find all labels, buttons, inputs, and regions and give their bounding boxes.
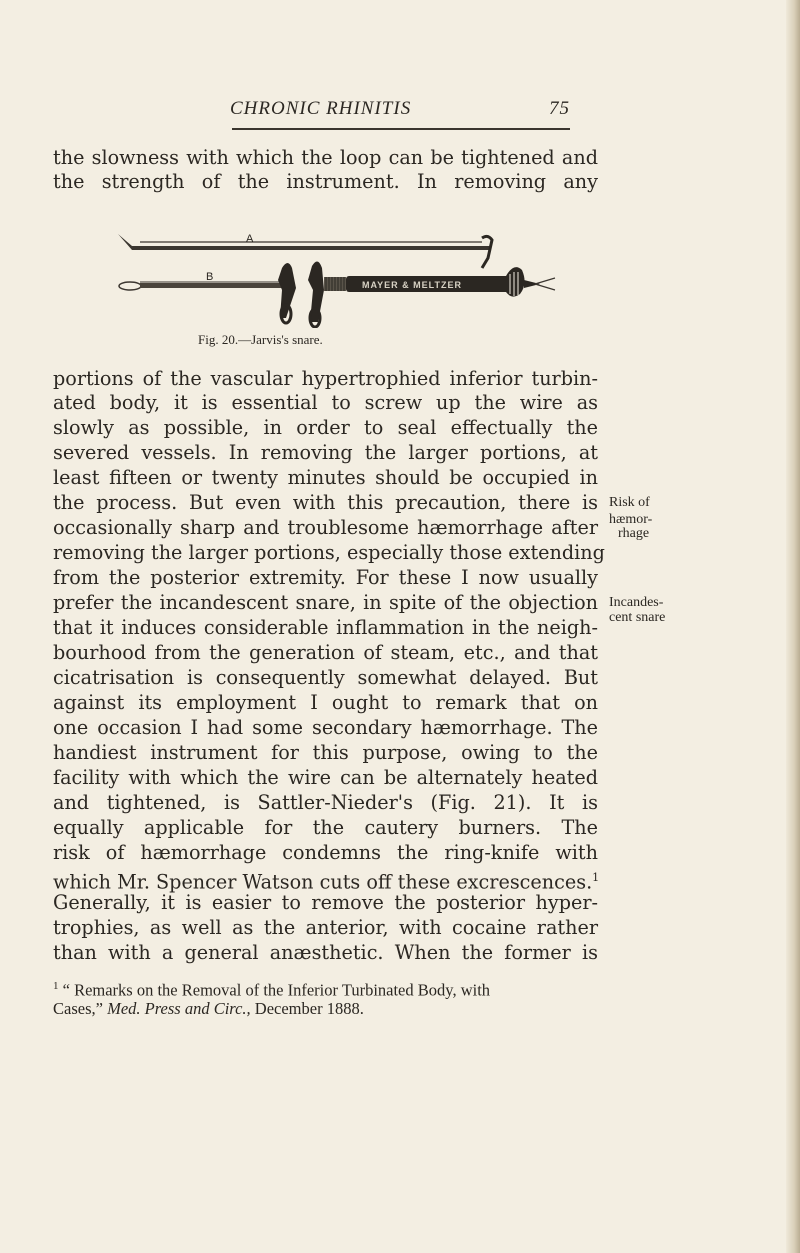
text-line-content: which Mr. Spencer Watson cuts off these excrescences. [53, 870, 593, 894]
page-number: 75 [549, 98, 570, 119]
shaft-b [140, 283, 290, 288]
text-line: bourhood from the generation of steam, etc., and that [53, 641, 598, 664]
text-line: occasionally sharp and troublesome hæmorrhage after [53, 516, 598, 539]
label-a: A [246, 233, 254, 245]
footnote-text: “ Remarks on the Removal of the Inferior Turbinated Body, with [62, 980, 491, 1000]
text-line: that it induces considerable inflammation in the neigh- [53, 616, 598, 639]
text-line: against its employment I ought to remark that on [53, 691, 598, 714]
text-line: equally applicable for the cautery burners. The [53, 816, 598, 839]
text-line: the strength of the instrument. In removing any [53, 170, 598, 193]
footnote-reference: 1 [592, 871, 600, 884]
maker-mark: MAYER & MELTZER [362, 280, 463, 290]
figure-jarvis-snare [110, 228, 580, 347]
margin-note-incandescent-line: Incandes- [609, 595, 664, 610]
text-line: from the posterior extremity. For these I now usually [53, 566, 598, 589]
loop-end [119, 282, 141, 290]
text-line: the slowness with which the loop can be tightened and [53, 146, 598, 169]
text-line: than with a general anæsthetic. When the former is [53, 941, 598, 964]
margin-note-risk-line: Risk of [609, 495, 650, 510]
text-line: portions of the vascular hypertrophied inferior turbin- [53, 367, 598, 390]
text-line: prefer the incandescent snare, in spite of the objection [53, 591, 598, 614]
running-title: CHRONIC RHINITIS [230, 98, 412, 119]
header-rule [232, 128, 570, 130]
text-line: Generally, it is easier to remove the posterior hyper- [53, 891, 598, 914]
text-line: and tightened, is Sattler-Nieder's (Fig. 21). It is [53, 791, 598, 814]
margin-note-incandescent-line: cent snare [609, 610, 666, 625]
text-line: handiest instrument for this purpose, owing to the [53, 741, 598, 764]
page-edge-shadow [786, 0, 800, 1253]
figure-caption: Fig. 20.—Jarvis's snare. [198, 332, 323, 347]
text-line: severed vessels. In removing the larger portions, at [53, 441, 598, 464]
text-line: ated body, it is essential to screw up the wire as [53, 391, 598, 414]
margin-note-risk-line: hæmor- [609, 512, 653, 527]
footnote-text: Cases,” [53, 999, 103, 1018]
text-line: one occasion I had some secondary hæmorrhage. The [53, 716, 598, 739]
margin-note-risk-line: rhage [618, 526, 650, 541]
snare-illustration [110, 228, 580, 328]
label-b: B [206, 271, 214, 283]
footnote-journal: Med. Press and Circ., [107, 999, 251, 1018]
text-line: slowly as possible, in order to seal effectually the [53, 416, 598, 439]
text-line: cicatrisation is consequently somewhat delayed. But [53, 666, 598, 689]
footnote-line [53, 976, 598, 1001]
text-line: facility with which the wire can be alternately heated [53, 766, 598, 789]
screw-knob [506, 267, 525, 296]
footnote-date: December 1888. [254, 999, 364, 1018]
text-line: removing the larger portions, especially those extending [53, 541, 605, 564]
text-line: risk of hæmorrhage condemns the ring-knife with [53, 841, 598, 864]
footnote-line [53, 998, 598, 1019]
text-line: trophies, as well as the anterior, with cocaine rather [53, 916, 598, 939]
text-line: least fifteen or twenty minutes should be occupied in [53, 466, 598, 489]
text-line: the process. But even with this precaution, there is [53, 491, 598, 514]
footnote-mark: 1 [53, 980, 59, 992]
